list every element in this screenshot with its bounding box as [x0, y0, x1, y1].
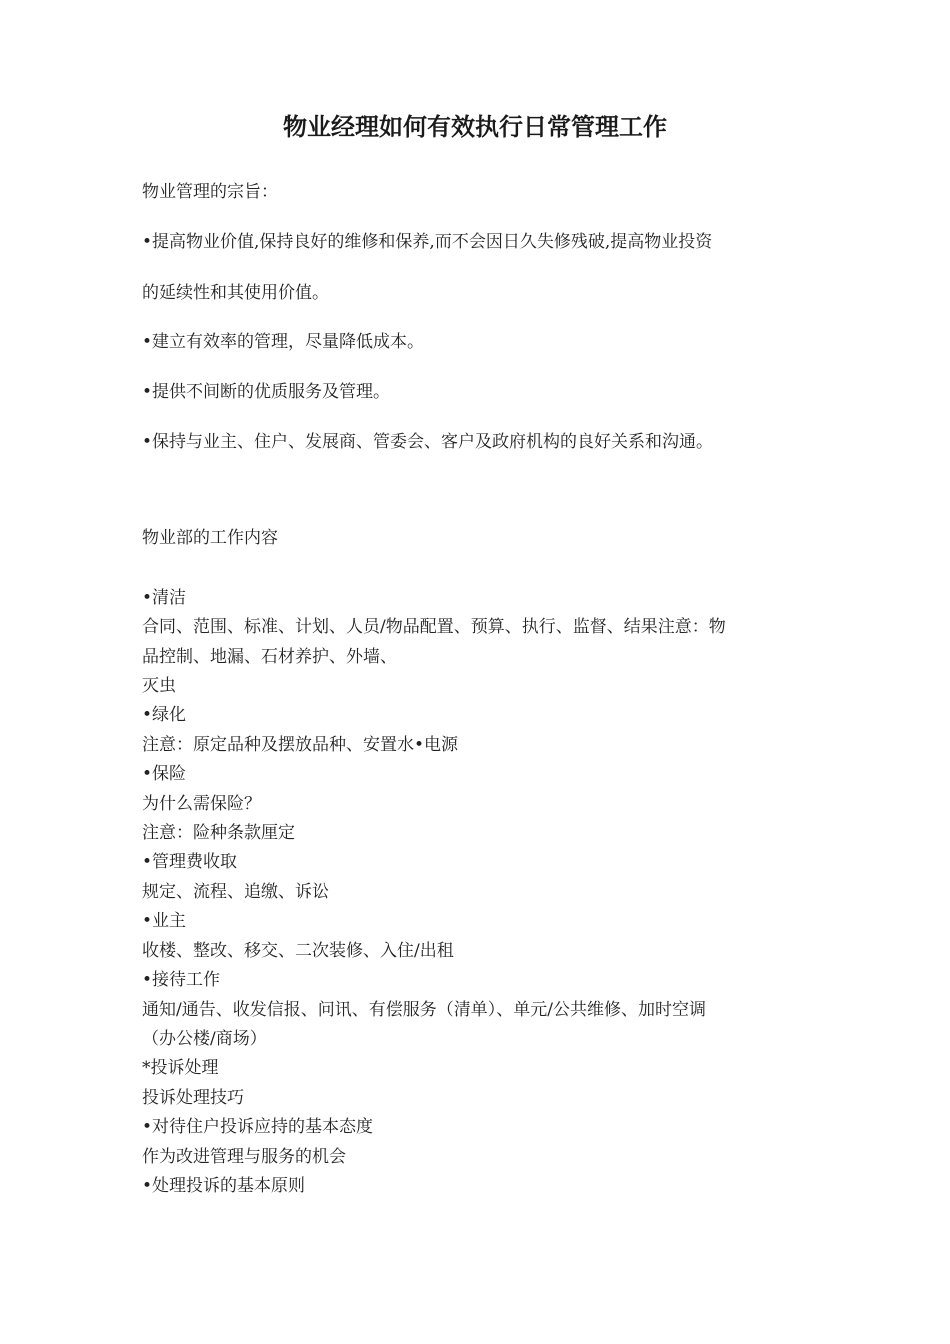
list-item: •处理投诉的基本原则 [142, 1176, 306, 1196]
paragraph-line: •提高物业价值,保持良好的维修和保养,而不会因日久失修残破,提高物业投资 [142, 232, 713, 252]
paragraph-line: 投诉处理技巧 [142, 1088, 244, 1108]
section-heading-purpose: 物业管理的宗旨： [142, 182, 278, 202]
paragraph-line: 收楼、整改、移交、二次装修、入住/出租 [142, 941, 454, 961]
paragraph-line: 灭虫 [142, 676, 176, 696]
list-item: *投诉处理 [142, 1058, 219, 1078]
paragraph-line: 品控制、地漏、石材养护、外墙、 [142, 647, 397, 667]
paragraph-line: 规定、流程、追缴、诉讼 [142, 882, 329, 902]
list-item: •清洁 [142, 588, 187, 608]
list-item: •绿化 [142, 705, 187, 725]
paragraph-line: 为什么需保险？ [142, 794, 261, 814]
paragraph-line: 合同、范围、标准、计划、人员/物品配置、预算、执行、监督、结果注意：物 [142, 617, 726, 637]
list-item: •对待住户投诉应持的基本态度 [142, 1117, 374, 1137]
paragraph-line: •保持与业主、住户、发展商、管委会、客户及政府机构的良好关系和沟通。 [142, 432, 714, 452]
list-item: •接待工作 [142, 970, 221, 990]
list-item: •管理费收取 [142, 852, 238, 872]
paragraph-line: 注意：原定品种及摆放品种、安置水•电源 [142, 735, 459, 755]
paragraph-line: •提供不间断的优质服务及管理。 [142, 382, 391, 402]
list-item: •业主 [142, 911, 187, 931]
paragraph-line: （办公楼/商场） [142, 1029, 267, 1049]
paragraph-line: 通知/通告、收发信报、问讯、有偿服务（清单）、单元/公共维修、加时空调 [142, 1000, 706, 1020]
paragraph-line: 作为改进管理与服务的机会 [142, 1147, 346, 1167]
section-heading-work-content: 物业部的工作内容 [142, 528, 278, 548]
paragraph-line: 的延续性和其使用价值。 [142, 283, 329, 303]
document-title: 物业经理如何有效执行日常管理工作 [283, 113, 667, 141]
paragraph-line: 注意：险种条款厘定 [142, 823, 295, 843]
list-item: •保险 [142, 764, 187, 784]
paragraph-line: •建立有效率的管理，尽量降低成本。 [142, 332, 425, 352]
